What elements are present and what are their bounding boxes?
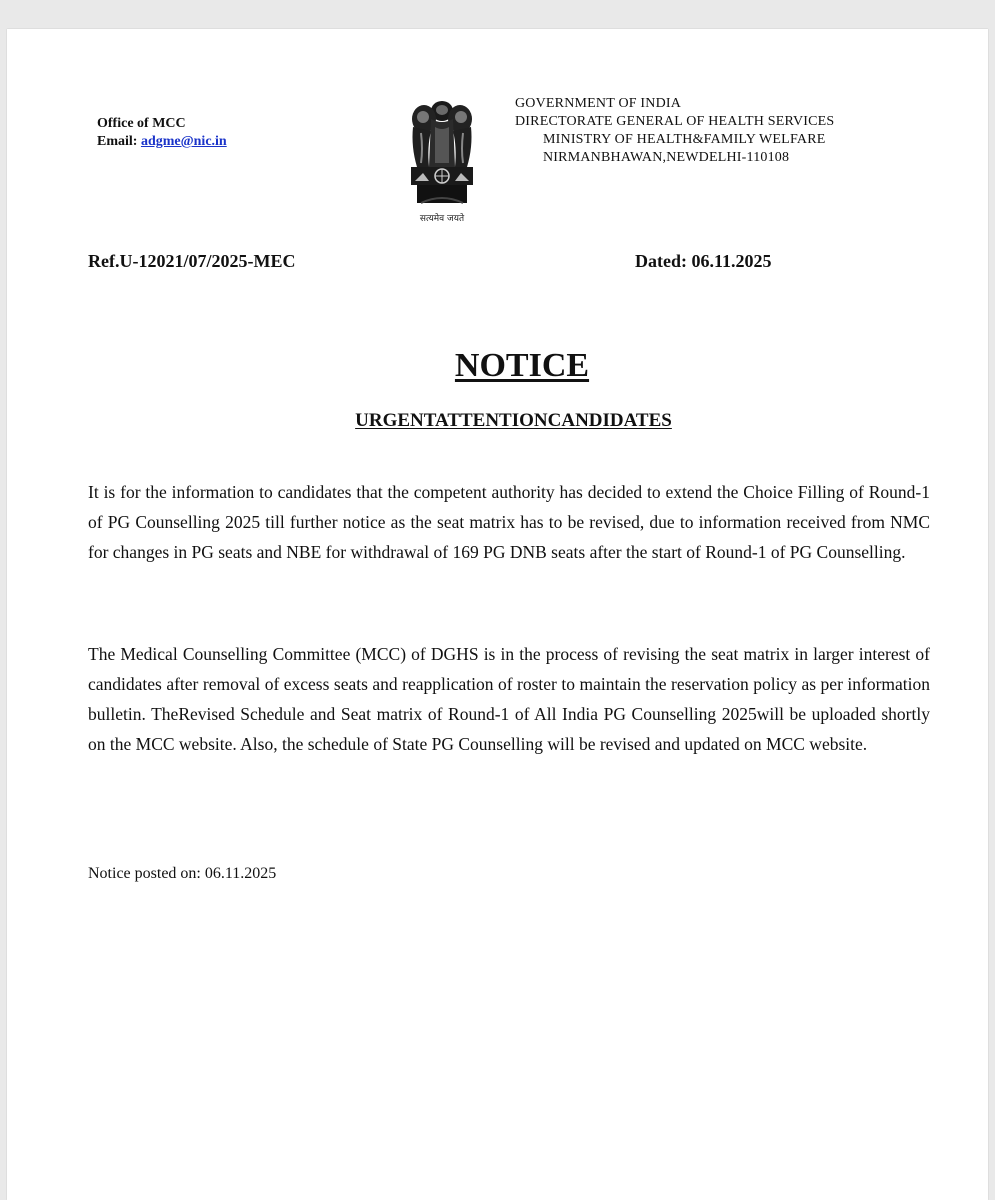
national-emblem	[397, 97, 487, 227]
ministry-address-block	[515, 95, 834, 167]
office-name: Office of MCC	[97, 116, 186, 131]
reference-number: Ref.U-12021/07/2025-MEC	[88, 251, 296, 271]
document-page	[7, 29, 988, 1200]
government-line: GOVERNMENT OF INDIA	[515, 96, 682, 111]
paragraph-1: It is for the information to candidates that the competent authority has decided to extend the Choice Filling of Round-1 of PG Counselling 2025 till further notice as the seat matrix has to be revised, due to information received from NMC for changes in PG seats and NBE for withdrawal of 169 PG DNB seats after the start of Round-1 of PG Counselling.	[88, 482, 930, 562]
emblem-motto: सत्यमेव जयते	[419, 214, 465, 224]
email-link[interactable]: adgme@nic.in	[140, 134, 227, 149]
notice-date: Dated: 06.11.2025	[635, 251, 772, 271]
address-line: NIRMANBHAWAN,NEWDELHI-110108	[543, 150, 790, 165]
notice-subtitle: URGENTATTENTIONCANDIDATES	[355, 410, 672, 431]
office-block	[97, 115, 227, 151]
paragraph-2: The Medical Counselling Committee (MCC) of DGHS is in the process of revising the seat matrix in larger interest of candidates after removal of excess seats and reapplication of roster to maintain the reservation policy as per information bulletin. TheRevised Schedule and Seat matrix of Round-1 of All India PG Counselling 2025will be uploaded shortly on the MCC website. Also, the schedule of State PG Counselling will be revised and updated on MCC website.	[88, 644, 930, 754]
posted-date: Notice posted on: 06.11.2025	[88, 865, 277, 882]
page-title: NOTICE	[454, 347, 590, 384]
lion-capital-icon	[397, 97, 487, 211]
email-line	[97, 133, 227, 151]
email-label: Email:	[97, 134, 138, 149]
ministry-line: MINISTRY OF HEALTH&FAMILY WELFARE	[543, 132, 826, 147]
directorate-line: DIRECTORATE GENERAL OF HEALTH SERVICES	[515, 114, 835, 129]
